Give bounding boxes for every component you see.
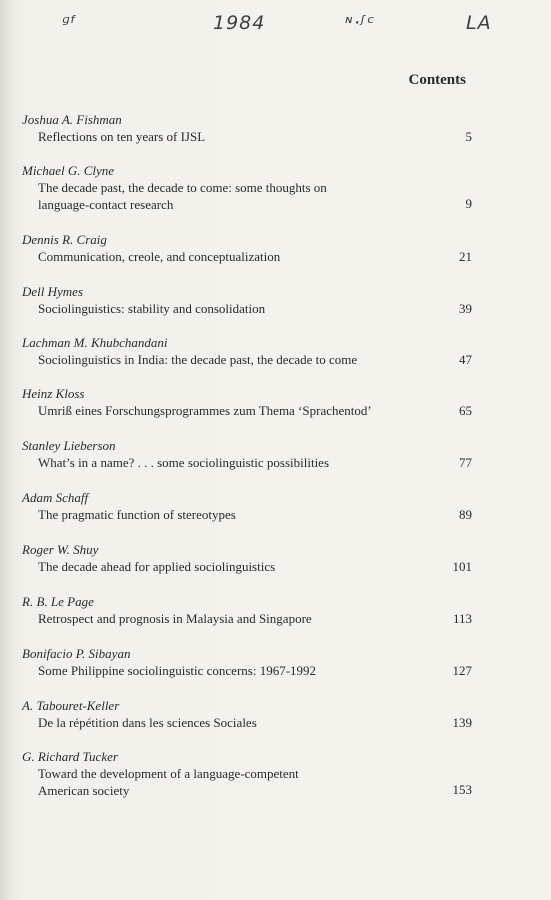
- toc-page-number: 153: [452, 782, 472, 797]
- toc-author: Joshua A. Fishman: [22, 112, 122, 127]
- toc-author: Heinz Kloss: [22, 386, 85, 401]
- toc-author: A. Tabouret-Keller: [22, 698, 120, 713]
- toc-author: Lachman M. Khubchandani: [22, 335, 168, 350]
- toc-title: Umriß eines Forschungsprogrammes zum Thema ‘Sprachentod’: [38, 403, 372, 418]
- toc-page-number: 127: [452, 663, 472, 678]
- toc-author: Michael G. Clyne: [22, 163, 115, 178]
- toc-page-number: 9: [465, 196, 472, 211]
- handwritten-note-3: ᶰ·ᶴᶜ: [345, 12, 376, 34]
- toc-page-number: 113: [452, 611, 472, 626]
- toc-entry: [22, 437, 472, 471]
- handwritten-note-1: ᶢᶠ: [62, 12, 78, 34]
- toc-entry: [22, 645, 472, 679]
- toc-page-number: 5: [465, 129, 472, 144]
- toc-entry: [22, 697, 472, 731]
- toc-author: Dennis R. Craig: [22, 232, 107, 247]
- toc-entry: [22, 283, 472, 317]
- toc-page-number: 21: [459, 249, 472, 264]
- toc-entry: [22, 748, 472, 799]
- toc-author: Bonifacio P. Sibayan: [22, 646, 131, 661]
- toc-page-number: 65: [459, 403, 472, 418]
- toc-entry: [22, 162, 472, 213]
- toc-title: Sociolinguistics: stability and consolidation: [38, 301, 266, 316]
- handwritten-note-4: LA: [466, 12, 492, 34]
- toc-title: Retrospect and prognosis in Malaysia and Singapore: [38, 611, 312, 626]
- toc-page-number: 89: [459, 507, 472, 522]
- contents-heading: Contents: [408, 72, 466, 88]
- toc-page-number: 39: [459, 301, 472, 316]
- toc-entry: [22, 489, 472, 523]
- toc-title: The decade ahead for applied sociolinguistics: [38, 559, 276, 574]
- toc-author: Roger W. Shuy: [22, 542, 99, 557]
- toc-title: The decade past, the decade to come: some thoughts on language-contact research: [38, 180, 327, 212]
- toc-page-number: 77: [459, 455, 472, 470]
- toc-page-number: 101: [452, 559, 472, 574]
- toc-entry: [22, 231, 472, 265]
- toc-title: Sociolinguistics in India: the decade past, the decade to come: [38, 352, 358, 367]
- toc-author: Adam Schaff: [22, 490, 89, 505]
- toc-page-number: 139: [452, 715, 472, 730]
- toc-entry: [22, 334, 472, 368]
- toc-entry: [22, 541, 472, 575]
- toc-entry: [22, 111, 472, 145]
- toc-entry: [22, 385, 472, 419]
- toc-title: The pragmatic function of stereotypes: [38, 507, 236, 522]
- handwritten-note-2: 1984: [213, 12, 266, 34]
- toc-author: R. B. Le Page: [22, 594, 94, 609]
- toc-author: Dell Hymes: [22, 284, 84, 299]
- toc-author: G. Richard Tucker: [22, 749, 118, 764]
- toc-title: Some Philippine sociolinguistic concerns: 1967-1992: [38, 663, 317, 678]
- toc-entry: [22, 593, 472, 627]
- toc-title: Communication, creole, and conceptualization: [38, 249, 281, 264]
- toc-title: De la répétition dans les sciences Sociales: [38, 715, 257, 730]
- toc-title: What’s in a name? . . . some sociolinguistic possibilities: [38, 455, 330, 470]
- toc-author: Stanley Lieberson: [22, 438, 116, 453]
- toc-page-number: 47: [459, 352, 472, 367]
- toc-title: Toward the development of a language-competent American society: [38, 766, 299, 798]
- toc-title: Reflections on ten years of IJSL: [38, 129, 206, 144]
